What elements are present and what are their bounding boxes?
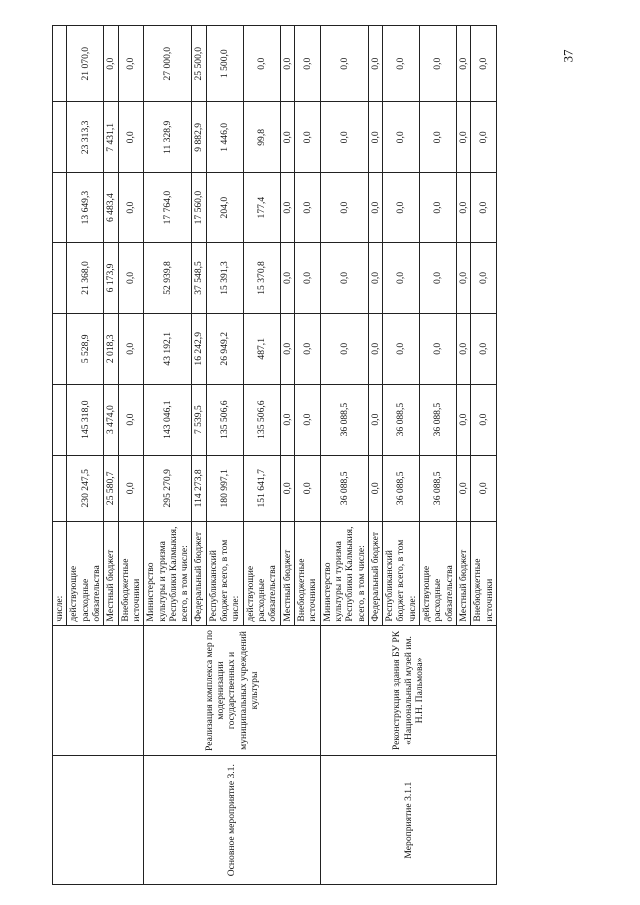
value-cell: 9 882,9: [192, 102, 206, 173]
value-cell: [53, 26, 67, 102]
value-cell: 36 088,5: [320, 384, 368, 455]
value-cell: 135 506,6: [243, 384, 280, 455]
value-cell: 16 242,9: [192, 313, 206, 384]
row-label: Федеральный бюджет: [368, 522, 382, 626]
value-cell: [53, 384, 67, 455]
value-cell: 0,0: [368, 102, 382, 173]
value-cell: 0,0: [457, 26, 471, 102]
value-cell: 0,0: [457, 313, 471, 384]
value-cell: 0,0: [457, 102, 471, 173]
value-cell: 37 548,5: [192, 243, 206, 314]
value-cell: 0,0: [471, 243, 497, 314]
value-cell: 43 192,1: [144, 313, 192, 384]
row-label: Внебюджетные источники: [294, 522, 320, 626]
value-cell: 11 328,9: [144, 102, 192, 173]
value-cell: 0,0: [420, 173, 457, 243]
row-label: Внебюджетные источники: [471, 522, 497, 626]
value-cell: 1 446,0: [206, 102, 243, 173]
row-label: действующие расходные обязательства: [243, 522, 280, 626]
value-cell: 0,0: [118, 243, 144, 314]
activity-code: Основное мероприятие 3.1.: [144, 756, 320, 885]
value-cell: 0,0: [294, 173, 320, 243]
value-cell: 0,0: [294, 313, 320, 384]
value-cell: 0,0: [457, 243, 471, 314]
value-cell: 135 506,6: [206, 384, 243, 455]
value-cell: 0,0: [471, 26, 497, 102]
row-label: Федеральный бюджет: [192, 522, 206, 626]
rotated-table-container: [52, 25, 582, 885]
value-cell: 21 368,0: [67, 243, 104, 314]
value-cell: 0,0: [420, 243, 457, 314]
value-cell: 52 939,8: [144, 243, 192, 314]
value-cell: 0,0: [294, 384, 320, 455]
row-label: действующие расходные обязательства: [420, 522, 457, 626]
value-cell: 36 088,5: [383, 384, 420, 455]
value-cell: 17 560,0: [192, 173, 206, 243]
value-cell: 0,0: [471, 384, 497, 455]
value-cell: 0,0: [368, 243, 382, 314]
value-cell: 0,0: [118, 455, 144, 521]
value-cell: 0,0: [280, 243, 294, 314]
value-cell: 180 997,1: [206, 455, 243, 521]
table-row: [320, 26, 368, 885]
value-cell: 0,0: [420, 102, 457, 173]
value-cell: 7 539,5: [192, 384, 206, 455]
row-label: Местный бюджет: [104, 522, 118, 626]
row-label: Республиканский бюджет всего, в том числе:: [383, 522, 420, 626]
value-cell: 0,0: [471, 455, 497, 521]
value-cell: 0,0: [383, 243, 420, 314]
value-cell: 21 070,0: [67, 26, 104, 102]
value-cell: 15 391,3: [206, 243, 243, 314]
value-cell: 0,0: [118, 313, 144, 384]
value-cell: 0,0: [118, 384, 144, 455]
value-cell: 26 949,2: [206, 313, 243, 384]
row-label: Министерство культуры и туризма Республики Калмыкия, всего, в том числе:: [144, 522, 192, 626]
table-cell: [53, 756, 144, 885]
value-cell: 0,0: [368, 26, 382, 102]
activity-code: Мероприятие 3.1.1: [320, 756, 496, 885]
value-cell: 17 764,0: [144, 173, 192, 243]
value-cell: 7 431,1: [104, 102, 118, 173]
value-cell: 5 528,9: [67, 313, 104, 384]
value-cell: 0,0: [383, 173, 420, 243]
value-cell: 36 088,5: [383, 455, 420, 521]
activity-name: Реконструкция здания БУ РК «Национальный музей им. Н.Н. Пальмова»: [320, 625, 496, 756]
value-cell: 0,0: [471, 173, 497, 243]
row-label: Местный бюджет: [280, 522, 294, 626]
row-label: Республиканский бюджет всего, в том числе:: [206, 522, 243, 626]
budget-table: [52, 25, 497, 885]
value-cell: 0,0: [457, 173, 471, 243]
value-cell: 0,0: [104, 26, 118, 102]
value-cell: 36 088,5: [320, 455, 368, 521]
value-cell: 0,0: [294, 26, 320, 102]
value-cell: 0,0: [280, 173, 294, 243]
value-cell: 177,4: [243, 173, 280, 243]
value-cell: [53, 173, 67, 243]
value-cell: 0,0: [320, 26, 368, 102]
value-cell: 0,0: [118, 26, 144, 102]
value-cell: 0,0: [320, 102, 368, 173]
activity-name: Реализация комплекса мер по модернизации государственных и муниципальных учреждений культуры: [144, 625, 320, 756]
value-cell: 25 580,7: [104, 455, 118, 521]
value-cell: 36 088,5: [420, 455, 457, 521]
value-cell: 0,0: [320, 313, 368, 384]
value-cell: 0,0: [368, 173, 382, 243]
value-cell: 0,0: [280, 455, 294, 521]
value-cell: 0,0: [368, 384, 382, 455]
value-cell: 151 641,7: [243, 455, 280, 521]
table-row: [144, 26, 192, 885]
value-cell: 230 247,5: [67, 455, 104, 521]
value-cell: 0,0: [280, 313, 294, 384]
value-cell: 99,8: [243, 102, 280, 173]
value-cell: 0,0: [320, 243, 368, 314]
value-cell: 1 500,0: [206, 26, 243, 102]
value-cell: [53, 102, 67, 173]
value-cell: 0,0: [383, 313, 420, 384]
value-cell: 6 483,4: [104, 173, 118, 243]
value-cell: 0,0: [471, 102, 497, 173]
value-cell: 0,0: [420, 26, 457, 102]
value-cell: 0,0: [471, 313, 497, 384]
value-cell: 0,0: [118, 173, 144, 243]
value-cell: 114 273,8: [192, 455, 206, 521]
value-cell: 0,0: [280, 26, 294, 102]
value-cell: 0,0: [118, 102, 144, 173]
row-label: Внебюджетные источники: [118, 522, 144, 626]
value-cell: 36 088,5: [420, 384, 457, 455]
value-cell: 0,0: [280, 102, 294, 173]
value-cell: 145 318,0: [67, 384, 104, 455]
value-cell: 204,0: [206, 173, 243, 243]
value-cell: 295 270,9: [144, 455, 192, 521]
value-cell: 0,0: [368, 313, 382, 384]
value-cell: 23 313,3: [67, 102, 104, 173]
value-cell: 0,0: [320, 173, 368, 243]
value-cell: 0,0: [368, 455, 382, 521]
value-cell: 27 000,0: [144, 26, 192, 102]
table-cell: [53, 625, 144, 756]
value-cell: 15 370,8: [243, 243, 280, 314]
value-cell: [53, 455, 67, 521]
value-cell: 0,0: [457, 384, 471, 455]
value-cell: [53, 243, 67, 314]
value-cell: 3 474,0: [104, 384, 118, 455]
value-cell: 487,1: [243, 313, 280, 384]
value-cell: 0,0: [294, 243, 320, 314]
value-cell: 0,0: [383, 26, 420, 102]
value-cell: 6 173,9: [104, 243, 118, 314]
table-row: [53, 26, 67, 885]
value-cell: 0,0: [420, 313, 457, 384]
value-cell: 2 018,3: [104, 313, 118, 384]
row-label: действующие расходные обязательства: [67, 522, 104, 626]
value-cell: 0,0: [457, 455, 471, 521]
row-label: Министерство культуры и туризма Республики Калмыкия, всего, в том числе:: [320, 522, 368, 626]
value-cell: [53, 313, 67, 384]
value-cell: 0,0: [294, 102, 320, 173]
page-number: 37: [560, 49, 576, 63]
row-label: числе:: [53, 522, 67, 626]
value-cell: 0,0: [280, 384, 294, 455]
value-cell: 25 500,0: [192, 26, 206, 102]
value-cell: 0,0: [294, 455, 320, 521]
value-cell: 0,0: [383, 102, 420, 173]
row-label: Местный бюджет: [457, 522, 471, 626]
value-cell: 13 649,3: [67, 173, 104, 243]
value-cell: 143 046,1: [144, 384, 192, 455]
value-cell: 0,0: [243, 26, 280, 102]
